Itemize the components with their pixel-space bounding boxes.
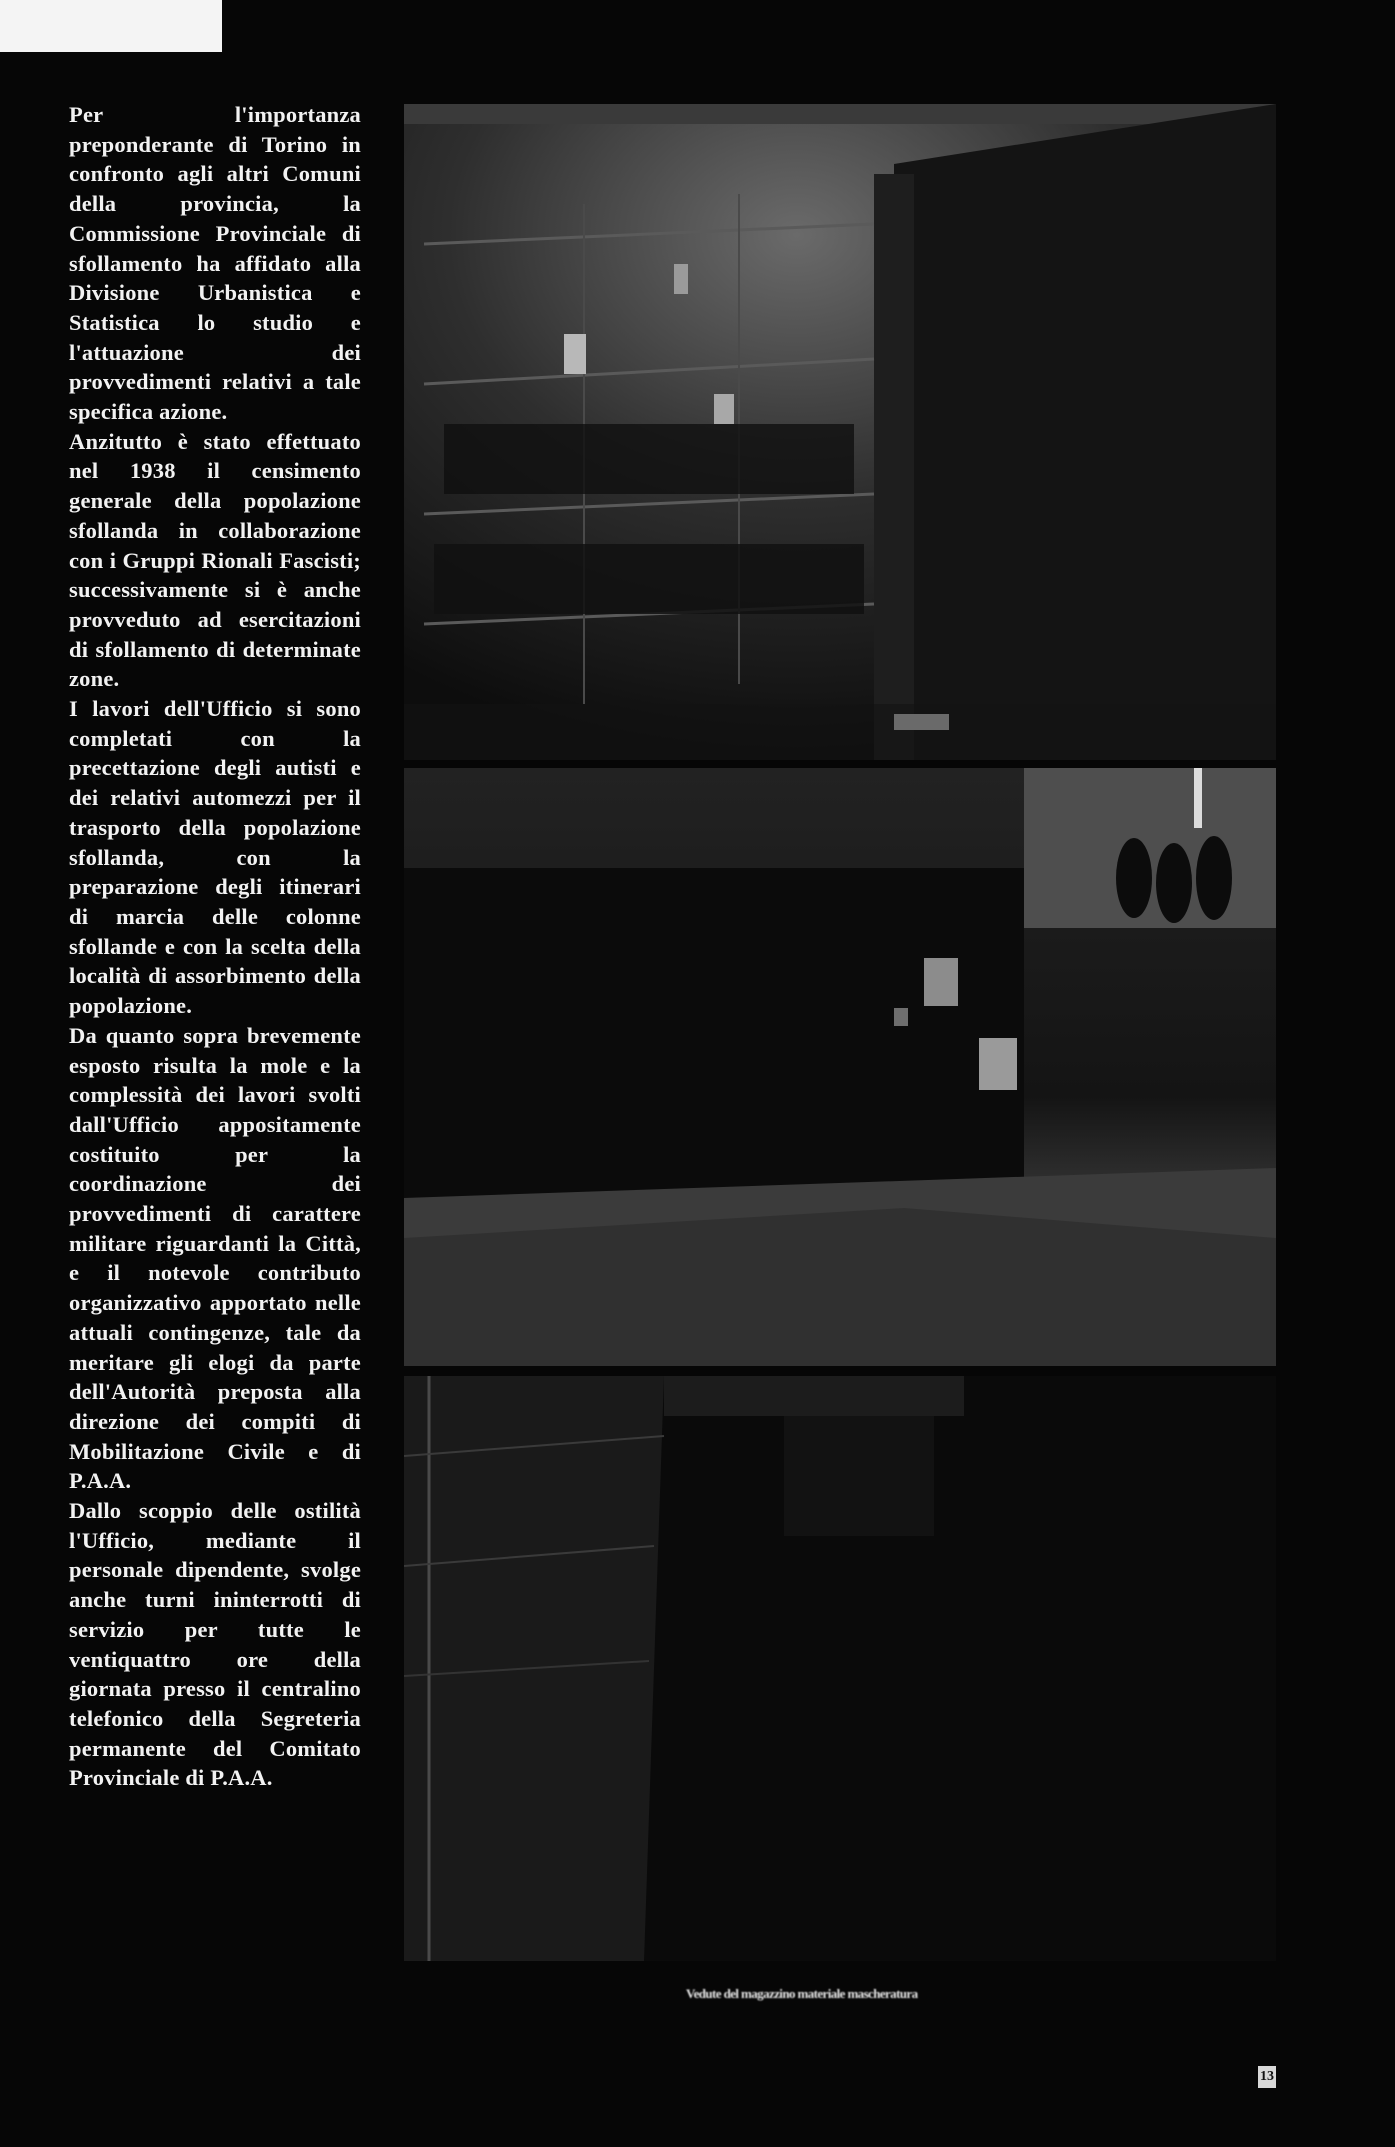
page-number: 13 [1258,2066,1276,2088]
paragraph-1: Per l'importanza preponderante di Torino in confronto agli altri Comuni della provincia, la Commissione Provinciale di sfollamento ha affidato alla Divisione Urbanistica e Statistica lo studio e l'attuazione dei provvedimenti relativi a tale specifica azione. [69,102,361,425]
photo-warehouse-room [404,768,1276,1366]
paragraph-3: I lavori dell'Ufficio si sono completati con la precettazione degli autisti e dei relativi automezzi per il trasporto della popolazione sfollanda, con la preparazione degli itinerari di marcia delle colonne sfollande e con la scelta della località di assorbimento della popolazione. [69,696,361,1019]
photo-caption: Vedute del magazzino materiale mascheratura [686,1986,918,2001]
photo-warehouse-aisle [404,1376,1276,1961]
article-text [69,100,361,1793]
photo-warehouse-shelves [404,104,1276,760]
corner-label [0,0,222,52]
paragraph-2: Anzitutto è stato effettuato nel 1938 il censimento generale della popolazione sfollanda in collaborazione con i Gruppi Rionali Fascisti; successivamente si è anche provveduto ad esercitazioni di sfollamento di determinate zone. [69,428,361,692]
paragraph-5: Dallo scoppio delle ostilità l'Ufficio, mediante il personale dipendente, svolge anche turni ininterrotti di servizio per tutte le ventiquattro ore della giornata presso il centralino telefonico della Segreteria permanente del Comitato Provinciale di P.A.A. [69,1498,361,1791]
paragraph-4: Da quanto sopra brevemente esposto risulta la mole e la complessità dei lavori svolti dall'Ufficio appositamente costituito per la coordinazione dei provvedimenti di carattere militare riguardanti la Città, e il notevole contributo organizzativo apportato nelle attuali contingenze, tale da meritare gli elogi da parte dell'Autorità preposta alla direzione dei compiti di Mobilitazione Civile e di P.A.A. [69,1022,361,1494]
